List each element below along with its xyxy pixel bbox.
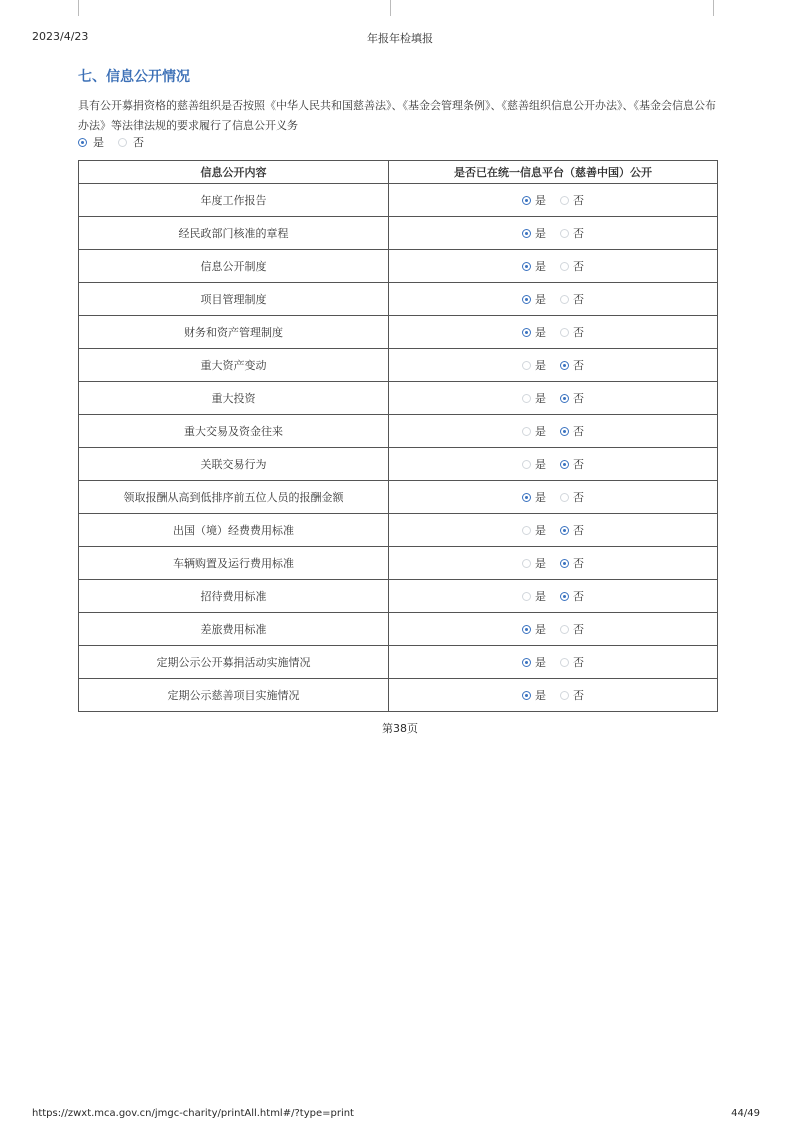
row-choice [389,481,718,514]
radio-no-label: 否 [573,194,584,207]
radio-no[interactable] [560,658,569,667]
radio-yes-label: 是 [535,491,546,504]
radio-yes-label: 是 [535,260,546,273]
radio-no-label: 否 [573,326,584,339]
row-choice [389,547,718,580]
footer-url: https://zwxt.mca.gov.cn/jmgc-charity/printAll.html#/?type=print [32,1108,354,1119]
footer-page-count: 44/49 [731,1108,760,1119]
radio-no-label: 否 [573,491,584,504]
row-item: 招待费用标准 [79,580,389,613]
radio-yes[interactable] [522,526,531,535]
radio-yes-label: 是 [535,524,546,537]
table-row [79,382,718,415]
radio-yes-label: 是 [535,458,546,471]
table-row [79,250,718,283]
radio-yes-label: 是 [535,590,546,603]
radio-no-label: 否 [573,590,584,603]
radio-no[interactable] [560,691,569,700]
table-row [79,514,718,547]
print-date: 2023/4/23 [32,30,89,43]
edge-mark-left [78,0,79,16]
table-row [79,646,718,679]
row-choice [389,415,718,448]
radio-yes[interactable] [522,295,531,304]
col-header-published: 是否已在统一信息平台（慈善中国）公开 [389,161,718,184]
radio-no[interactable] [560,295,569,304]
radio-yes[interactable] [522,328,531,337]
table-row [79,316,718,349]
radio-yes-label: 是 [535,656,546,669]
page-number: 第38页 [382,722,418,735]
row-item: 信息公开制度 [79,250,389,283]
row-choice [389,613,718,646]
table-row [79,481,718,514]
radio-no-label: 否 [573,557,584,570]
row-choice [389,250,718,283]
radio-yes[interactable] [522,493,531,502]
row-choice [389,646,718,679]
radio-yes-label: 是 [535,557,546,570]
radio-no-label: 否 [573,524,584,537]
radio-no[interactable] [560,625,569,634]
radio-no[interactable] [560,394,569,403]
edge-mark-center [390,0,391,16]
row-choice [389,514,718,547]
table-row [79,217,718,250]
radio-yes[interactable] [522,592,531,601]
radio-no-label: 否 [573,623,584,636]
radio-no[interactable] [560,328,569,337]
row-choice [389,184,718,217]
row-item: 年度工作报告 [79,184,389,217]
row-item: 出国（境）经费费用标准 [79,514,389,547]
row-choice [389,448,718,481]
table-row [79,448,718,481]
radio-no-label: 否 [573,227,584,240]
radio-yes[interactable] [522,262,531,271]
row-choice [389,679,718,712]
radio-no-label: 否 [573,656,584,669]
radio-yes[interactable] [522,361,531,370]
table-row [79,547,718,580]
radio-yes-label: 是 [535,359,546,372]
header-title: 年报年检填报 [367,32,433,45]
radio-no[interactable] [560,361,569,370]
table-row [79,184,718,217]
radio-yes-label: 是 [535,689,546,702]
radio-yes[interactable] [522,625,531,634]
row-choice [389,349,718,382]
radio-yes-label: 是 [535,623,546,636]
radio-yes[interactable] [522,460,531,469]
radio-no-label: 否 [573,260,584,273]
table-row [79,283,718,316]
radio-no-label: 否 [573,392,584,405]
radio-no[interactable] [560,526,569,535]
row-choice [389,580,718,613]
radio-yes[interactable] [522,229,531,238]
radio-yes-label: 是 [535,293,546,306]
radio-no-label: 否 [573,359,584,372]
radio-yes-label: 是 [535,425,546,438]
radio-yes-label: 是 [535,194,546,207]
row-item: 重大交易及资金往来 [79,415,389,448]
row-item: 定期公示公开募捐活动实施情况 [79,646,389,679]
radio-yes-label: 是 [535,392,546,405]
disclosure-table [78,160,718,712]
radio-no-label: 否 [573,425,584,438]
radio-yes-label: 是 [93,136,104,149]
section-intro: 具有公开募捐资格的慈善组织是否按照《中华人民共和国慈善法》、《基金会管理条例》、《慈善组织信息公开办法》、《基金会信息公布办法》等法律法规的要求履行了信息公开义务 [78,99,716,132]
radio-yes[interactable] [522,691,531,700]
row-item: 差旅费用标准 [79,613,389,646]
table-row [79,679,718,712]
row-choice [389,316,718,349]
radio-no[interactable] [560,196,569,205]
radio-no-label: 否 [573,458,584,471]
table-row [79,580,718,613]
edge-mark-right [713,0,714,16]
section-title: 七、信息公开情况 [78,69,190,85]
row-item: 关联交易行为 [79,448,389,481]
row-item: 重大资产变动 [79,349,389,382]
radio-yes-label: 是 [535,326,546,339]
table-row [79,613,718,646]
row-choice [389,217,718,250]
row-item: 重大投资 [79,382,389,415]
radio-yes[interactable] [522,196,531,205]
radio-no[interactable] [560,592,569,601]
radio-no-label: 否 [573,293,584,306]
radio-no-label: 否 [133,136,144,149]
radio-no[interactable] [118,138,127,147]
table-header-row [79,161,718,184]
row-item: 领取报酬从高到低排序前五位人员的报酬金额 [79,481,389,514]
row-item: 项目管理制度 [79,283,389,316]
compliance-answer [78,134,152,150]
table-row [79,349,718,382]
radio-no[interactable] [560,262,569,271]
radio-yes[interactable] [522,559,531,568]
row-item: 经民政部门核准的章程 [79,217,389,250]
row-item: 车辆购置及运行费用标准 [79,547,389,580]
radio-yes[interactable] [522,394,531,403]
radio-no[interactable] [560,229,569,238]
table-row [79,415,718,448]
radio-no[interactable] [560,427,569,436]
radio-no-label: 否 [573,689,584,702]
radio-yes[interactable] [522,658,531,667]
row-item: 定期公示慈善项目实施情况 [79,679,389,712]
radio-yes[interactable] [522,427,531,436]
row-item: 财务和资产管理制度 [79,316,389,349]
radio-no[interactable] [560,493,569,502]
radio-yes-label: 是 [535,227,546,240]
row-choice [389,283,718,316]
radio-no[interactable] [560,559,569,568]
row-choice [389,382,718,415]
radio-yes[interactable] [78,138,87,147]
col-header-content: 信息公开内容 [79,161,389,184]
radio-no[interactable] [560,460,569,469]
